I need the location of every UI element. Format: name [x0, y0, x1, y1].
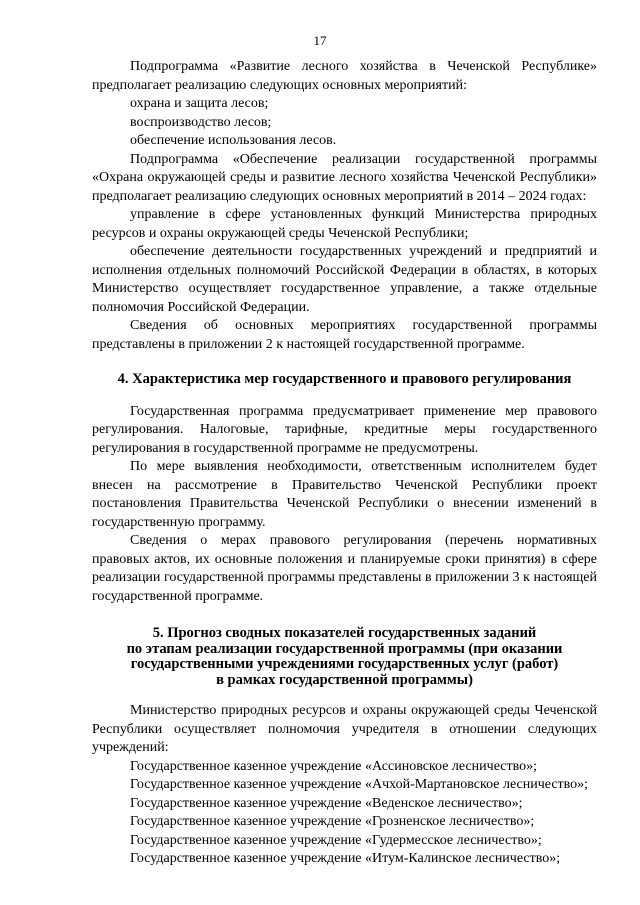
- list-item: охрана и защита лесов;: [130, 96, 269, 111]
- paragraph: управление в сфере установленных функций Министерства природных ресурсов и охраны окружающей среды Чеченской Республики;: [92, 207, 597, 241]
- institution-item: Государственное казенное учреждение «Гудермесское лесничество»;: [130, 832, 542, 848]
- heading-line: 5. Прогноз сводных показателей государственных заданий: [152, 625, 537, 641]
- institution-item: Государственное казенное учреждение «Ачхой-Мартановское лесничество»;: [130, 777, 589, 792]
- paragraph: Министерство природных ресурсов и охраны окружающей среды Чеченской Республики осуществляет полномочия учредителя в отношении следующих учреждений:: [92, 703, 597, 755]
- institution-item: Государственное казенное учреждение «Веденское лесничество»;: [130, 795, 523, 811]
- paragraph: обеспечение деятельности государственных учреждений и предприятий и исполнения отдельных полномочий Российской Федерации в областях, в которых Министерство осуществляет государственное управление, а также отдельные полномочия Российской Федерации.: [92, 244, 597, 315]
- institution-item: Государственное казенное учреждение «Грозненское лесничество»;: [130, 814, 535, 829]
- paragraph: Подпрограмма «Развитие лесного хозяйства в Чеченской Республике» предполагает реализацию следующих основных мероприятий:: [92, 59, 597, 93]
- institution-item: Государственное казенное учреждение «Ассиновское лесничество»;: [130, 758, 537, 774]
- list-item: обеспечение использования лесов.: [130, 133, 337, 148]
- institution-item: Государственное казенное учреждение «Итум-Калинское лесничество»;: [130, 851, 561, 866]
- section-4-heading: 4. Характеристика мер государственного и правового регулирования: [117, 371, 572, 387]
- paragraph: Подпрограмма «Обеспечение реализации государственной программы «Охрана окружающей среды и развитие лесного хозяйства Чеченской Республики» предполагает реализацию следующих основных мероприятий в 2014 – 2024 годах:: [92, 151, 597, 204]
- section-5-heading: [92, 626, 597, 688]
- paragraph: Сведения о мерах правового регулирования (перечень нормативных правовых актов, их основные положения и планируемые сроки принятия) в сфере реализации государственной программы представлены в приложении 3 к настоящей государственной программе.: [92, 533, 597, 604]
- heading-line: по этапам реализации государственной программы (при оказании: [126, 640, 563, 657]
- paragraph: Сведения об основных мероприятиях государственной программы представлены в приложении 2 к настоящей государственной программе.: [92, 318, 597, 352]
- document-body: [92, 58, 597, 869]
- paragraph: По мере выявления необходимости, ответственным исполнителем будет внесен на рассмотрение в Правительство Чеченской Республики проект постановления Правительства Чеченской Республики о внесении изменений в государственную программу.: [92, 459, 597, 530]
- list-item: воспроизводство лесов;: [130, 114, 272, 130]
- heading-line: государственными учреждениями государственных услуг (работ): [130, 656, 559, 672]
- page-number: 17: [313, 33, 327, 48]
- heading-line: в рамках государственной программы): [216, 671, 473, 688]
- paragraph: Государственная программа предусматривает применение мер правового регулирования. Налоговые, тарифные, кредитные меры государственного регулирования в государственной программе не предусмотрены.: [92, 403, 597, 456]
